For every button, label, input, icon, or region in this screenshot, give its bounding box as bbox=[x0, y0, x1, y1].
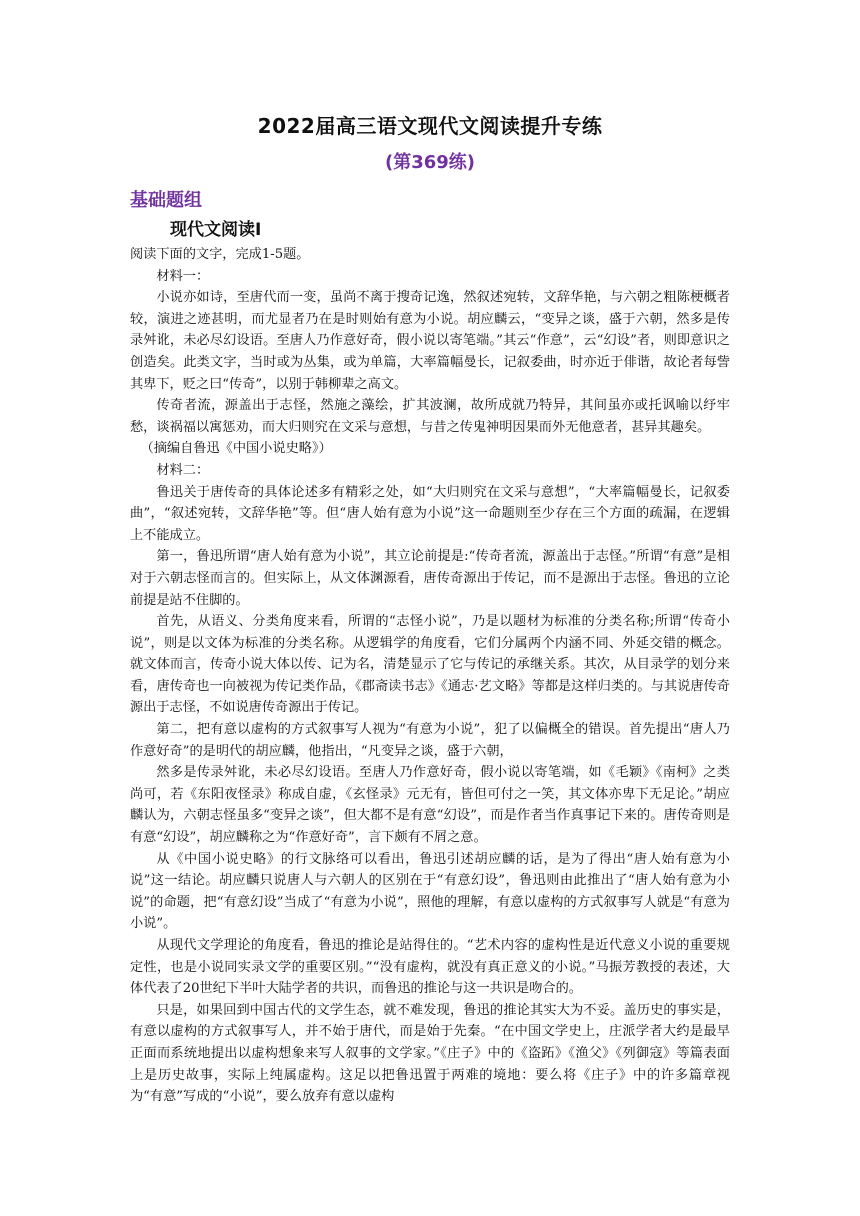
body-paragraph: 然多是传录舛讹，未必尽幻设语。至唐人乃作意好奇，假小说以寄笔端，如《毛颖》《南柯》之类尚可，若《东阳夜怪录》称成自虚，《玄怪录》元无有，皆但可付之一笑，其文体亦卑下无足论。”胡应麟认为，六朝志怪虽多“变异之谈”，但大都不是有意“幻设”，而是作者当作真事记下来的。唐传奇则是有意“幻设”，胡应麟称之为“作意好奇”，言下颇有不屑之意。 bbox=[130, 765, 730, 846]
body-paragraph: 第一，鲁迅所谓“唐人始有意为小说”，其立论前提是:“传奇者流，源盖出于志怪。”所谓“有意”是相对于六朝志怪而言的。但实际上，从文体渊源看，唐传奇源出于传记，而不是源出于志怪。鲁迅的立论前提是站不住脚的。 bbox=[130, 549, 730, 608]
instruction-paragraph: 阅读下面的文字，完成1-5题。 bbox=[130, 247, 310, 262]
body-paragraph: 鲁迅关于唐传奇的具体论述多有精彩之处，如“大归则究在文采与意想”，“大率篇幅曼长，记叙委曲”，“叙述宛转，文辞华艳”等。但“唐人始有意为小说”这一命题则至少存在三个方面的疏漏，在逻辑上不能成立。 bbox=[130, 484, 730, 543]
body-paragraph: 从现代文学理论的角度看，鲁迅的推论是站得住的。“艺术内容的虚构性是近代意义小说的重要规定性，也是小说同实录文学的重要区别。”“没有虚构，就没有真正意义的小说。”马振芳教授的表述，大体代表了20世纪下半叶大陆学者的共识，而鲁迅的推论与这一共识是吻合的。 bbox=[130, 938, 730, 997]
material-two-label: 材料二： bbox=[156, 462, 210, 478]
subsection-heading: 现代文阅读Ⅰ bbox=[170, 220, 262, 240]
body-paragraph: 只是，如果回到中国古代的文学生态，就不难发现，鲁迅的推论其实大为不妥。盖历史的事实是，有意以虚构的方式叙事写人，并不始于唐代，而是始于先秦。“在中国文学史上，庄派学者大约是最早正面而系统地提出以虚构想象来写人叙事的文学家。”《庄子》中的《盗跖》《渔父》《列御寇》等篇表面上是历史故事，实际上纯属虚构。这足以把鲁迅置于两难的境地：要么将《庄子》中的许多篇章视为“有意”写成的“小说”，要么放弃有意以虚构 bbox=[130, 1002, 730, 1105]
body-paragraph: 传奇者流，源盖出于志怪，然施之藻绘，扩其波澜，故所成就乃特异，其间虽亦或托讽喻以纾牢愁，谈祸福以寓惩劝，而大归则究在文采与意想，与昔之传鬼神明因果而外无他意者，甚异其趣矣。 bbox=[130, 398, 730, 435]
body-paragraph: 小说亦如诗，至唐代而一变，虽尚不离于搜奇记逸，然叙述宛转，文辞华艳，与六朝之粗陈梗概者较，演进之迹甚明，而尤显者乃在是时则始有意为小说。胡应麟云，“变异之谈，盛于六朝，然多是传录舛讹，未必尽幻设语。至唐人乃作意好奇，假小说以寄笔端。”其云“作意”，云“幻设”者，则即意识之创造矣。此类文字，当时或为丛集，或为单篇，大率篇幅曼长，记叙委曲，时亦近于俳谐，故论者每訾其卑下，贬之曰“传奇”，以别于韩柳辈之高文。 bbox=[130, 290, 730, 392]
body-paragraph: 第二，把有意以虚构的方式叙事写人视为“有意为小说”，犯了以偏概全的错误。首先提出“唐人乃作意好奇”的是明代的胡应麟，他指出，“凡变异之谈，盛于六朝， bbox=[130, 722, 730, 759]
body-paragraph: 从《中国小说史略》的行文脉络可以看出，鲁迅引述胡应麟的话，是为了得出“唐人始有意为小说”这一结论。胡应麟只说唐人与六朝人的区别在于“有意幻设”，鲁迅则由此推出了“唐人始有意为小说”的命题，把“有意幻设”当成了“有意为小说”，照他的理解，有意以虚构的方式叙事写人就是“有意为小说”。 bbox=[130, 851, 730, 932]
source-citation: （摘编自鲁迅《中国小说史略》） bbox=[140, 441, 332, 457]
reading-passage bbox=[130, 244, 730, 1108]
section-heading: 基础题组 bbox=[130, 190, 202, 211]
material-one-label: 材料一： bbox=[156, 268, 210, 284]
document-title: 2022届高三语文现代文阅读提升专练 bbox=[257, 114, 603, 138]
document-subtitle: (第369练) bbox=[384, 152, 476, 173]
body-paragraph: 首先，从语义、分类角度来看，所谓的“志怪小说”，乃是以题材为标准的分类名称;所谓“传奇小说”，则是以文体为标准的分类名称。从逻辑学的角度看，它们分属两个内涵不同、外延交错的概念。就文体而言，传奇小说大体以传、记为名，清楚显示了它与传记的承继关系。其次，从目录学的划分来看，唐传奇也一向被视为传记类作品，《郡斋读书志》《通志·艺文略》等都是这样归类的。与其说唐传奇源出于志怪，不如说唐传奇源出于传记。 bbox=[130, 614, 730, 716]
